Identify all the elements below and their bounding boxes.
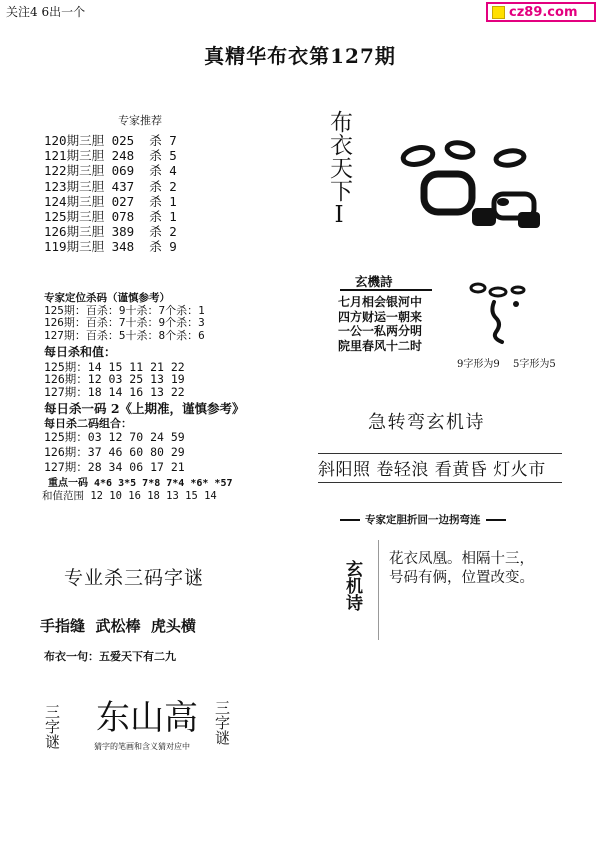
dan-row: 126期三胆 389 杀 2 — [44, 224, 177, 240]
xuanji-vertical-title: 玄机诗 — [342, 560, 362, 611]
dan-row: 122期三胆 069 杀 4 — [44, 163, 177, 179]
gold-ingot-icon — [466, 278, 536, 348]
divider — [318, 453, 562, 454]
site-badge[interactable] — [486, 2, 596, 22]
two-code-kill-list — [44, 430, 185, 475]
two-code-kill-title: 每日杀二码组合： — [44, 417, 132, 430]
site-logo-icon — [492, 6, 505, 19]
dan-list — [44, 133, 177, 255]
key-code-line: 重点一码 4*6 3*5 7*8 7*4 *6* *57 — [48, 478, 233, 489]
dan-row: 120期三胆 025 杀 7 — [44, 133, 177, 148]
sum-kill-list — [44, 361, 185, 398]
dan-row: 125期三胆 078 杀 1 — [44, 209, 177, 225]
xuanji-text-line: 花衣凤凰。相隔十三， — [389, 551, 534, 567]
dan-row: 123期三胆 437 杀 2 — [44, 178, 177, 194]
page-title: 真精华布衣第127期 — [204, 44, 396, 68]
divider — [378, 540, 379, 640]
coin-pile-icon — [398, 138, 548, 243]
position-kill-block — [44, 292, 205, 342]
dash-left — [340, 519, 360, 521]
buyi-vertical-title: 布衣天下I — [326, 110, 352, 228]
divider — [340, 289, 432, 291]
poem-band: 斜阳照 卷轻浪 看黄昏 灯火市 — [318, 460, 546, 480]
expert-tip-line — [340, 512, 550, 527]
sum-kill-row: 127期：18 14 16 13 22 — [44, 384, 185, 399]
riddle-poem-title: 急转弯玄机诗 — [368, 412, 485, 433]
buyi-line: 布衣一句：五爱天下有二九 — [44, 650, 176, 663]
dan-row: 124期三胆 027 杀 1 — [44, 193, 177, 209]
shape-five-label: 5字形为5 — [513, 359, 556, 370]
poem-line: 院里春风十二时 — [338, 338, 423, 353]
position-kill-title: 专家定位杀码（谨慎参考） — [44, 292, 170, 304]
two-code-row: 125期：03 12 70 24 59 — [44, 430, 185, 444]
xuanji-text — [389, 550, 534, 588]
expert-header: 专家推荐 — [118, 114, 162, 127]
sum-range-line: 和值范围 12 10 16 18 13 15 14 — [42, 490, 217, 502]
riddle-note: 猜字的笔画和含义猜对应中 — [94, 742, 190, 751]
sum-kill-row: 126期：12 03 25 13 19 — [44, 372, 185, 387]
one-code-kill-title: 每日杀一码 2《上期准，谨慎参考》 — [44, 401, 245, 416]
two-code-row: 126期：37 46 60 80 29 — [44, 445, 185, 459]
two-code-row: 127期：28 34 06 17 21 — [44, 460, 185, 474]
riddle-big-char: 东山高 — [96, 698, 198, 738]
position-kill-row: 126期：百杀：7十杀：9个杀：3 — [44, 316, 205, 329]
three-code-riddle-title: 专业杀三码字谜 — [64, 567, 205, 589]
divider — [318, 482, 562, 483]
xuanji-poem-title: 玄機詩 — [355, 274, 393, 289]
riddle-words: 手指缝 武松棒 虎头横 — [40, 617, 196, 635]
xuanji-poem — [338, 295, 422, 353]
riddle-label-left: 三字谜 — [43, 704, 61, 749]
sum-kill-title: 每日杀和值： — [44, 345, 117, 359]
top-note: 关注4 6出一个 — [6, 5, 86, 19]
site-badge-text: cz89.com — [509, 4, 578, 20]
shape-nine-label: 9字形为9 — [457, 359, 500, 370]
position-kill-row: 127期：百杀：5十杀：8个杀：6 — [44, 328, 205, 342]
xuanji-text-line: 号码有俩，位置改变。 — [389, 570, 534, 586]
expert-tip-text: 专家定胆折回一边拐弯连 — [365, 514, 481, 526]
sum-kill-row: 125期：14 15 11 21 22 — [44, 360, 185, 374]
dan-row: 121期三胆 248 杀 5 — [44, 148, 177, 164]
dash-right — [486, 519, 506, 521]
poem-line: 四方财运一朝来 — [338, 309, 423, 324]
dan-row: 119期三胆 348 杀 9 — [44, 239, 177, 255]
poem-line: 一公一私两分明 — [338, 324, 423, 338]
position-kill-row: 125期：百杀：9十杀：7个杀：1 — [44, 303, 205, 317]
poem-line: 七月相会银河中 — [338, 295, 423, 309]
riddle-label-right: 三字谜 — [213, 700, 231, 745]
